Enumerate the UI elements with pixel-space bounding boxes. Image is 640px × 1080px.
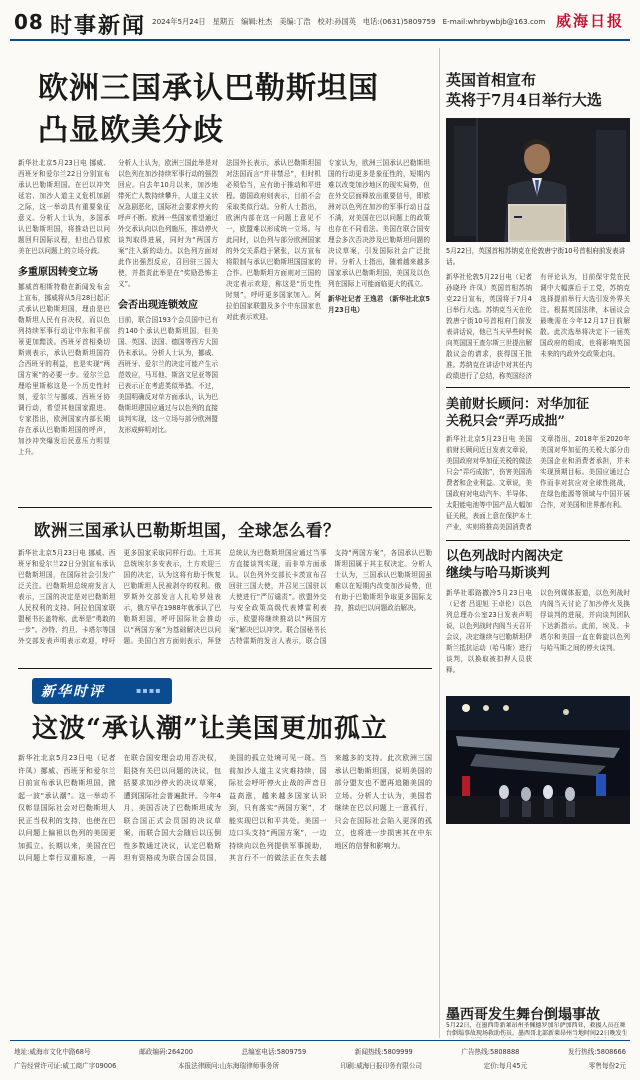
designer: 美编:丁浩: [279, 17, 311, 26]
newspaper-logo: 威海日报: [555, 12, 624, 30]
reaction-body-columns: [18, 548, 432, 660]
footer-printer: 印刷:威海日报印务有限公司: [340, 1062, 423, 1070]
israel-body-left: 新华社耶路撒冷5月23日电（记者 吕迎旭 王卓伦）以色列总理办公室23日发表声明说，以色列战时内阁当天召开会议，决定继续与巴勒斯坦伊斯兰抵抗运动（哈马斯）进行谈判，以换取被扣押人员获释。: [446, 589, 532, 674]
footer-license: 广告经营许可证:威工商广字09006: [14, 1062, 117, 1070]
banner-decoration: ▪▪▪▪: [136, 686, 162, 695]
page-number: 08: [14, 10, 44, 34]
footer-rule: [10, 1040, 630, 1041]
footer-distribution-hotline: 发行热线:5808666: [567, 1048, 626, 1056]
footer-price: 定价:每月45元: [483, 1062, 528, 1070]
uk-body-left: 新华社伦敦5月22日电（记者 孙晓玲 许凤）英国首相苏纳克22日宣布，英国将于7月4日举行大选。苏纳克当天在伦敦唐宁街10号首相府门前发表讲话说，他已当天早些时候向英国国王查尔斯三世提出解散议会的请求，获得国王批准。苏纳克在讲话中对其任内政绩进行了总结，称英国经济: [446, 273, 532, 380]
issue-date: 2024年5月24日: [152, 17, 206, 26]
israel-headline-line2: 继续与哈马斯谈判: [446, 566, 551, 581]
uk-photo: [446, 118, 630, 242]
footer-postcode: 邮政编码:264200: [139, 1048, 193, 1056]
footer: [0, 1040, 640, 1080]
footer-row-2: [14, 1060, 626, 1070]
reaction-headline: 欧洲三国承认巴勒斯坦国，全球怎么看？: [34, 521, 340, 540]
mexico-caption: [446, 1022, 630, 1038]
commentary-headline: 这波“承认潮”让美国更加孤立: [32, 714, 388, 744]
footer-address: 地址:威海市文化中路68号: [14, 1048, 91, 1056]
lead-body-2: 分析人士认为，欧洲三国此举是对以色列在加沙持续军事行动的强烈回应。自去年10月以来，加沙地带死亡人数持续攀升，人道主义状况急剧恶化，国际社会要求停火的呼声不断。欧洲一些国家希望通过外交承认向以色列施压，推动停火谈判取得进展，同时为“两国方案”注入新的动力。以色列方面对此作出强烈反应，召回驻三国大使，并指责此举是在“奖励恐怖主义”。: [118, 159, 218, 288]
lead-column-1: [18, 158, 110, 496]
uk-photo-caption: 5月22日，英国首相苏纳克在伦敦唐宁街10号首相府前发表讲话。: [446, 247, 626, 266]
tariff-top-rule: [446, 387, 630, 388]
lead-subhead-2: 会否出现连锁效应: [118, 300, 198, 311]
middle-bottom-rule: [18, 668, 432, 669]
mexico-caption-text: 5月22日，在墨西哥新莱昂州圣佩德罗加尔萨加西亚，救援人员在舞台倒塌事故现场救助伤员。墨西哥北部新莱昂州当地时间22日晚发生: [446, 1022, 628, 1037]
header-meta: [152, 17, 552, 27]
lead-body-3: 法国外长表示，承认巴勒斯坦国对法国而言“并非禁忌”，但时机必须恰当，应有助于推动和平进程。德国政府则表示，目前不会采取类似行动。分析人士指出，欧洲内部在这一问题上意见不一，欧盟难以形成统一立场。与此同时，以色列与部分欧洲国家的外交关系趋于紧张，以方宣布将限制与承认巴勒斯坦国国家的合作。巴勒斯坦方面则对三国的决定表示欢迎，称这是“历史性时刻”，呼吁更多国家加入。阿拉伯国家联盟及多个中东国家也对此表示欢迎。: [226, 159, 321, 321]
tariff-headline-line1: 美前财长顾问：对华加征: [446, 397, 590, 412]
middle-top-rule: [18, 507, 432, 508]
lead-headline-line1: 欧洲三国承认巴勒斯坦国: [38, 71, 379, 106]
commentary-banner-label: 新华时评: [41, 684, 105, 700]
israel-column-left: [446, 588, 532, 690]
lead-headline: [38, 68, 428, 152]
lead-dateline: 新华社记者 王逸君 （新华社北京5月23日电）: [328, 295, 430, 314]
israel-column-right: [540, 588, 630, 690]
israel-body-right: 以色列媒体报道，以色列战时内阁当天讨论了加沙停火及换俘谈判的进展，并向谈判团队下达新指示。此前，埃及、卡塔尔和美国一直在斡旋以色列与哈马斯之间的停火谈判。: [540, 589, 630, 652]
stage-collapse-scene-photo: [446, 696, 630, 824]
commentary-body-columns: [18, 752, 432, 1032]
israel-headline-line1: 以色列战时内阁决定: [446, 549, 564, 564]
lead-column-4: [328, 158, 430, 496]
lead-headline-line2: 凸显欧美分歧: [38, 113, 224, 148]
tariff-headline: [446, 396, 630, 430]
lead-subhead-1: 多重原因转变立场: [18, 267, 98, 278]
issue-weekday: 星期五: [212, 17, 235, 26]
lead-intro: 新华社北京5月23日电 挪威、西班牙和爱尔兰22日分别宣布承认巴勒斯坦国。在巴以冲突延宕、加沙人道主义危机加剧之际，这一举动具有重要象征意义。分析人士认为，多国承认巴勒斯坦国，将推动巴以问题回归国际议程，但也凸显欧美在巴以问题上的立场分歧。: [18, 159, 110, 255]
lead-column-3: [226, 158, 321, 496]
tariff-column-right: [540, 434, 630, 534]
uk-headline-line2: 英将于7月4日举行大选: [446, 91, 602, 109]
lead-body-1: 挪威首相斯特勒在新闻发布会上宣布，挪威将从5月28日起正式承认巴勒斯坦国，理由是巴勒斯坦人民有自决权，而以色列持续军事行动让中东和平前景更加黯淡。西班牙首相桑切斯则表示，承认巴勒斯坦国符合西班牙的利益，也是实现“两国方案”的必要一步。爱尔兰总理哈里斯称这是一个历史性时刻，爱尔兰与挪威、西班牙协调行动，希望其他国家跟进。专家指出，欧洲国家内部长期存在承认巴勒斯坦国的呼声，加沙冲突爆发后民意压力明显上升。: [18, 283, 110, 456]
reaction-body: 新华社北京5月23日电 挪威、西班牙和爱尔兰22日分别宣布承认巴勒斯坦国，在国际社会引发广泛关注。巴勒斯坦总统府发言人表示，三国的决定是对巴勒斯坦人民权利的支持。阿拉伯国家联盟秘书长盖特称，此举是“勇敢的一步”。沙特、约旦、卡塔尔等国外交部发表声明表示欢迎，呼吁更多国家采取同样行动。土耳其总统埃尔多安表示，土方欢迎三国的决定，认为这将有助于恢复巴勒斯坦人民被剥夺的权利。俄罗斯外交部发言人扎哈罗娃表示，俄方早在1988年就承认了巴勒斯坦国，呼吁国际社会推动以“两国方案”为基础解决巴以问题。美国白宫方面则表示，拜登总统认为巴勒斯坦国应通过当事方直接谈判实现，而非单方面承认。以色列外交部长卡茨宣布召回驻三国大使，并召见三国驻以大使进行“严厉谴责”。欧盟外交与安全政策高级代表博雷利表示，欧盟将继续推动以“两国方案”解决巴以冲突。联合国秘书长古特雷斯的发言人表示，联合国支持“两国方案”，各国承认巴勒斯坦国属于其主权决定。分析人士认为，三国承认巴勒斯坦国虽难以在短期内改变加沙局势，但有助于巴勒斯坦争取更多国际支持，推动巴以问题政治解决。: [18, 549, 432, 645]
mexico-headline: 墨西哥发生舞台倒塌事故: [446, 1007, 600, 1023]
israel-top-rule: [446, 540, 630, 541]
commentary-banner: [32, 678, 172, 704]
israel-headline: [446, 548, 630, 582]
uk-headline: [446, 70, 631, 110]
uk-column-left: [446, 272, 532, 380]
footer-legal-counsel: 本报法律顾问:山东海瑞律师事务所: [177, 1062, 280, 1070]
footer-row-1: [14, 1046, 626, 1056]
tariff-headline-line2: 关税只会“弄巧成拙”: [446, 414, 565, 429]
section-title: 时事新闻: [50, 13, 147, 39]
footer-ad-hotline: 广告热线:5808888: [461, 1048, 520, 1056]
lead-column-2: [118, 158, 218, 496]
uk-headline-line1: 英国首相宣布: [446, 71, 537, 89]
tariff-body-left: 新华社北京5月23日电 美国前财长顾问近日发表文章说，美国政府对华加征关税的做法只会“弄巧成拙”，伤害美国消费者和企业利益。文章说，美国政府对电动汽车、半导体、太阳能电池等中国产品大幅加征关税，表面上意在保护本土产业，实则将推高美国消费者: [446, 435, 532, 531]
commentary-body: 新华社北京5月23日电（记者 许凤）挪威、西班牙和爱尔兰日前宣布承认巴勒斯坦国，掀起一波“承认潮”。这一举动不仅彰显国际社会对巴勒斯坦人民正当权利的支持，也使在巴以问题上偏袒以色列的美国更加孤立。长期以来，美国在巴以问题上奉行双重标准，一再在联合国安理会动用否决权，阻挠有关巴以问题的决议，包括要求加沙停火的决议草案，遭到国际社会普遍批评。今年4月，美国否决了巴勒斯坦成为联合国正式会员国的决议草案，而联合国大会随后以压倒性多数通过决议，认定巴勒斯坦有资格成为联合国会员国，美国的孤立处境可见一斑。当前加沙人道主义灾难持续，国际社会呼吁停火止战的声音日益高涨，越来越多国家认识到，只有落实“两国方案”，才能实现巴以和平共处。美国一边口头支持“两国方案”，一边持续向以色列提供军事援助，其言行不一的做法正在失去越来越多的支持。此次欧洲三国承认巴勒斯坦国，说明美国的部分盟友也不愿再追随美国的立场。分析人士认为，美国若继续在巴以问题上一意孤行，只会在国际社会陷入更深的孤立，也将进一步损害其在中东地区的信誉和影响力。: [18, 754, 432, 862]
mexico-photo: [446, 696, 630, 824]
phone: 电话:(0631)5809759: [362, 17, 436, 26]
tariff-body-right: 文章指出，2018年至2020年美国对华加征的关税大部分由美国企业和消费者承担，并未实现预期目标。美国应通过合作而非对抗应对全球性挑战，在绿色能源等领域与中国开展合作，对美国和世界都有利。: [540, 435, 630, 509]
footer-news-hotline: 新闻热线:5809999: [354, 1048, 413, 1056]
lead-body-2b: 目前，联合国193个会员国中已有约140个承认巴勒斯坦国，但美国、英国、法国、德国等西方大国仍未承认。分析人士认为，挪威、西班牙、爱尔兰的决定可能产生示范效应，马耳他、斯洛文尼亚等国已表示正在考虑类似举措。不过，美国明确反对单方面承认，认为巴勒斯坦建国应通过与以色列的直接谈判实现，这一立场与部分欧洲盟友形成鲜明对比。: [118, 316, 218, 434]
proofreader: 校对:孙国英: [317, 17, 356, 26]
column-divider: [439, 48, 440, 1038]
footer-retail-price: 零售每份2元: [588, 1062, 626, 1070]
uk-column-right: [540, 272, 630, 380]
tariff-column-left: [446, 434, 532, 534]
lead-body-4: 专家认为，欧洲三国承认巴勒斯坦国的行动更多是象征性的，短期内难以改变加沙地区的现实局势，但在外交层面释放出重要信号，即欧洲对以色列在加沙的军事行动日益不满，对美国在巴以问题上的政策也存在不同看法。美国在联合国安理会多次否决涉及巴勒斯坦问题的决议草案，引发国际社会广泛批评。分析人士指出，随着越来越多国家承认巴勒斯坦国，美国及以色列在国际上可能面临更大的孤立。: [328, 159, 430, 288]
editor: 编辑:杜杰: [241, 17, 273, 26]
header-rule: [10, 39, 630, 41]
footer-desk-phone: 总编室电话:5809759: [241, 1048, 307, 1056]
uk-body-right: 有评论认为，目前保守党在民调中大幅落后于工党，苏纳克选择提前举行大选引发外界关注。根据英国法律，本届议会最晚需在今年12月17日前解散。此次选举将决定下一届英国政府的组成，也将影响英国未来的内政外交政策走向。: [540, 273, 630, 358]
email[interactable]: E-mail:whrbywbjb@163.com: [442, 17, 546, 26]
uk-prime-minister-photo: [446, 118, 630, 242]
